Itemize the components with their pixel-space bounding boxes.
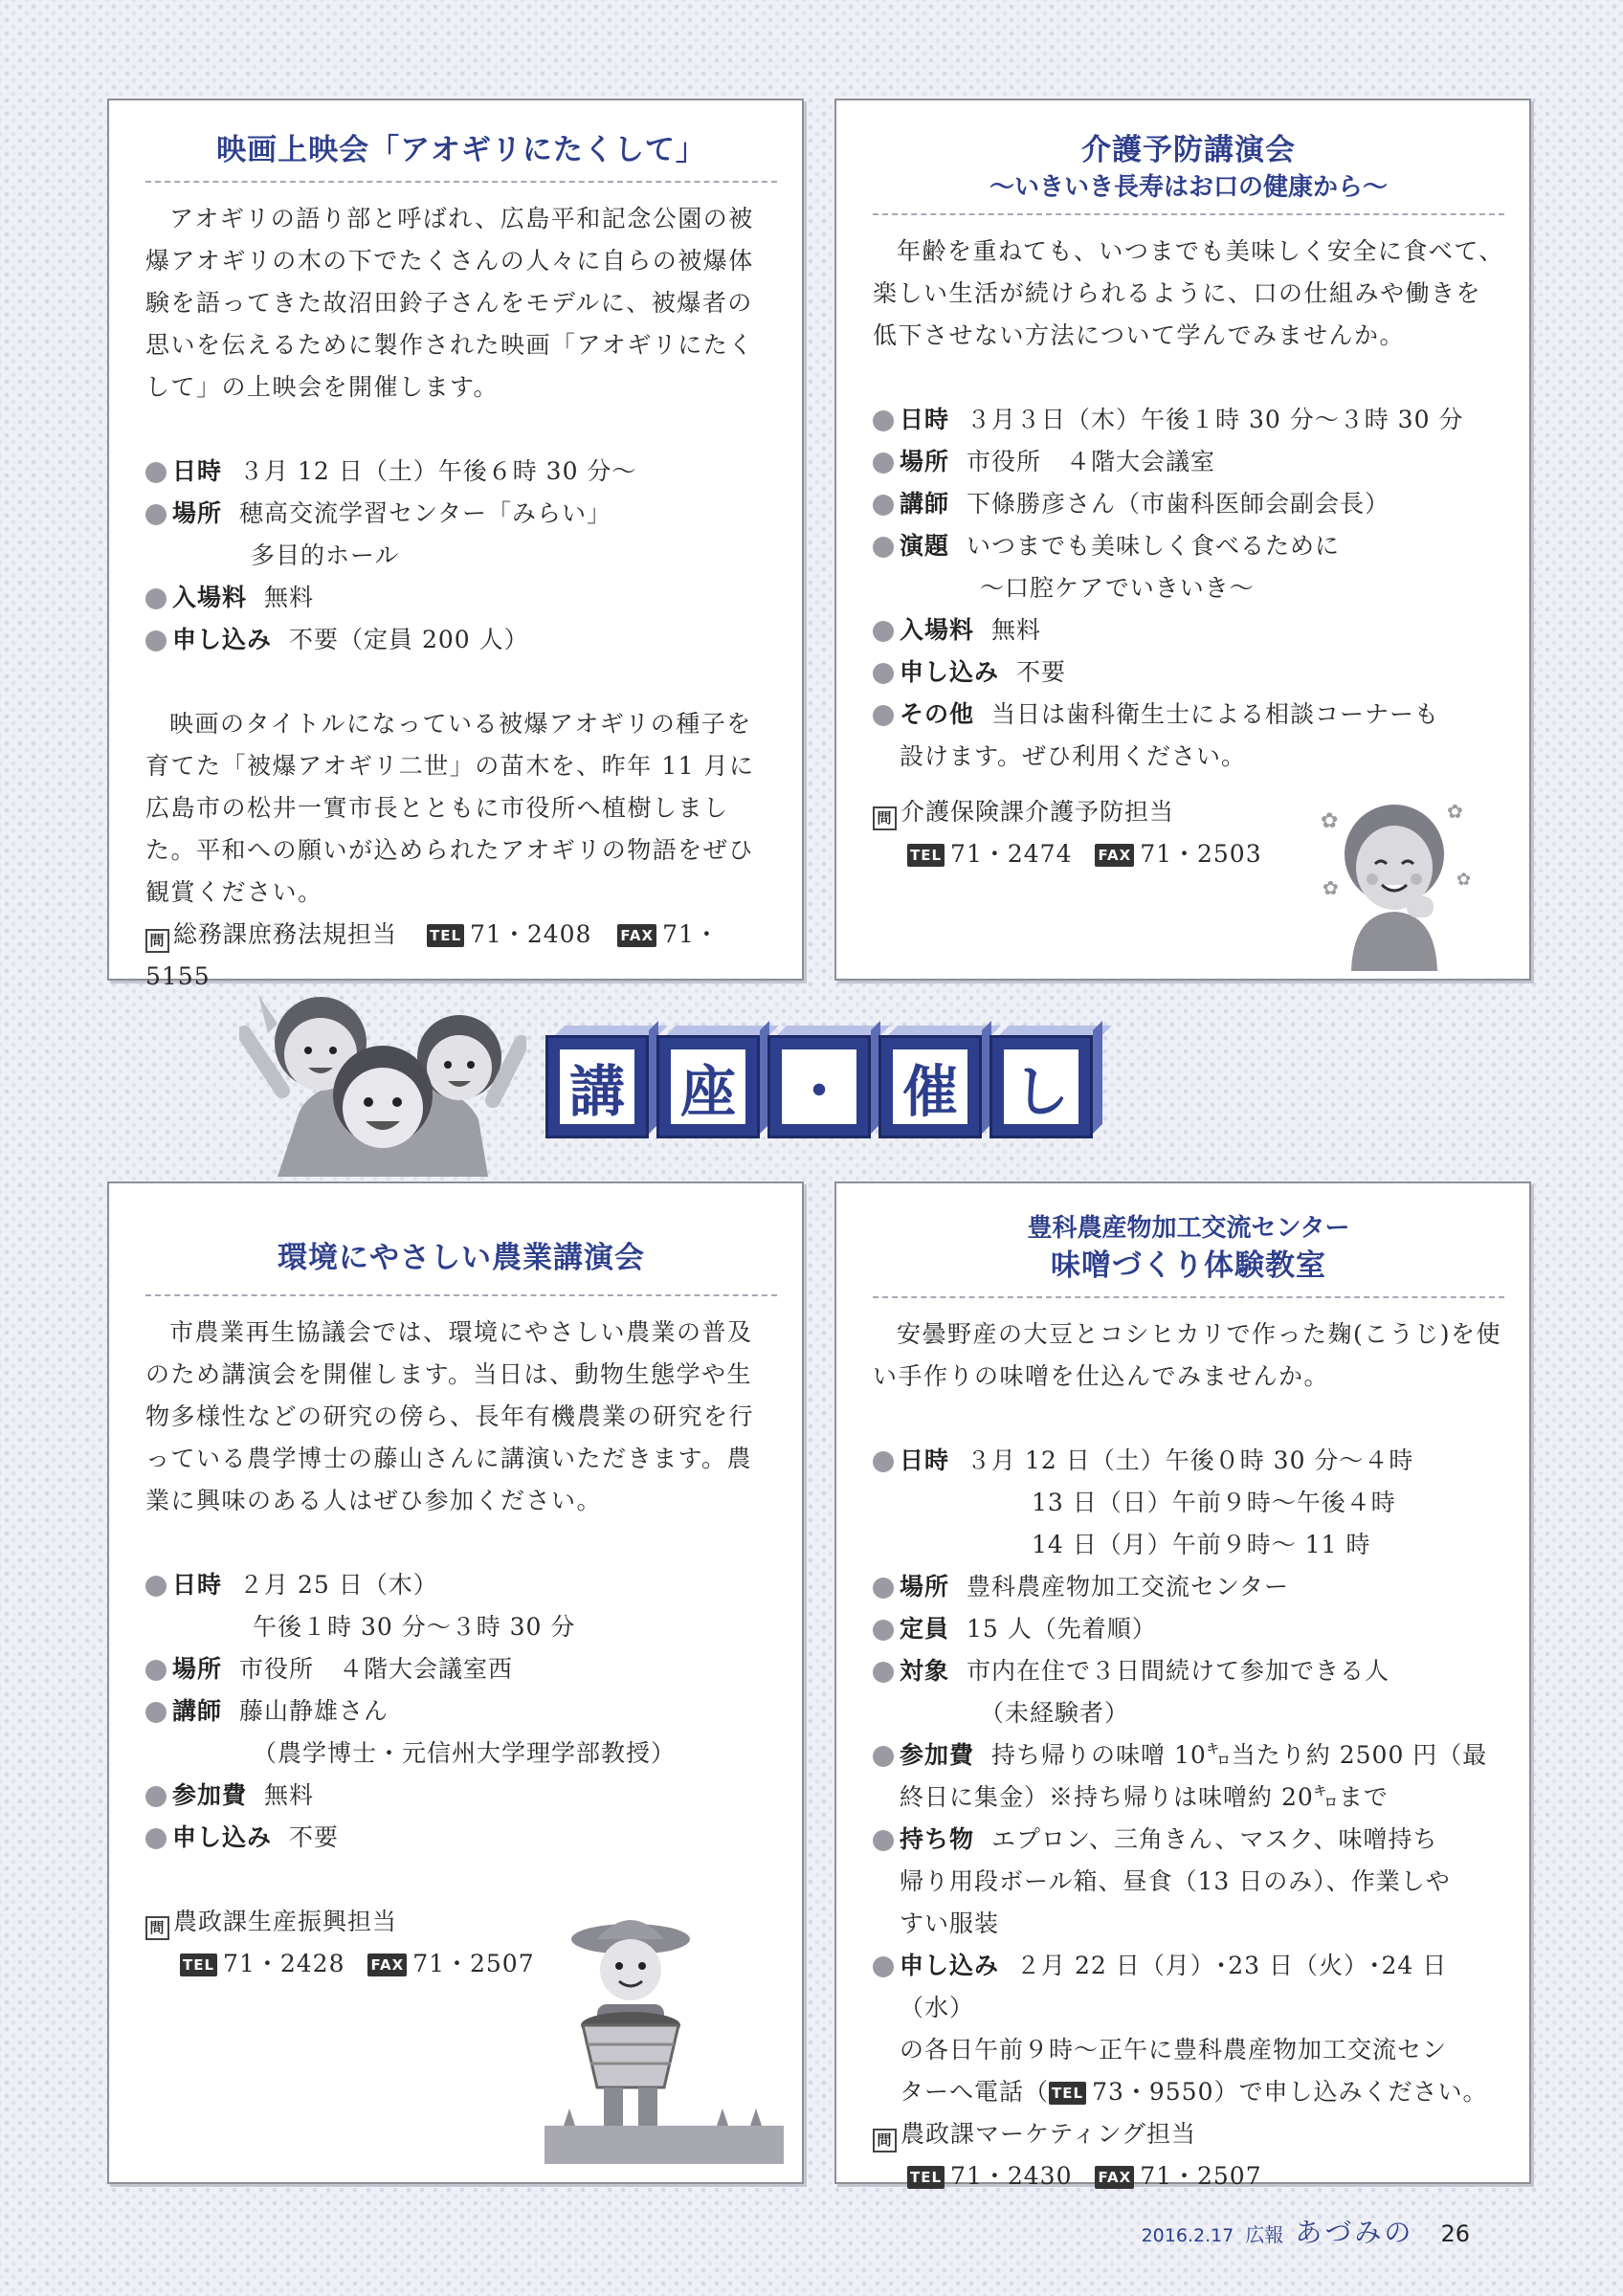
issue-date: 2016.2.17: [1141, 2225, 1234, 2246]
event-box-miso-class: [834, 1181, 1531, 2190]
title-area: [873, 100, 1504, 215]
items-value-cont: 帰り用段ボール箱、昼食（13 日のみ）、作業しや: [900, 1867, 1451, 1895]
event-subtitle: ～いきいき長寿はお口の健康から～: [989, 173, 1388, 202]
intro-text: 年齢を重ねても、いつまでも美味しく安全に食べて、楽しい生活が続けられるように、口の仕組みや働きを低下させない方法について学んでみませんか。: [873, 237, 1504, 349]
contact-block: [873, 2113, 1504, 2197]
banner-tile: [989, 1035, 1093, 1138]
fax-number: 71・2503: [1140, 840, 1262, 868]
svg-text:✿: ✿: [1323, 876, 1339, 899]
info-list: [145, 451, 777, 661]
event-title: 環境にやさしい農業講演会: [278, 1241, 645, 1275]
svg-text:✿: ✿: [1456, 870, 1472, 890]
target-value-cont: （未経験者）: [980, 1699, 1130, 1727]
apply-value: 不要: [289, 1823, 340, 1851]
tel-icon: TEL: [427, 924, 464, 947]
fee-value: 無料: [264, 1781, 315, 1809]
place-value: 市役所 ４階大会議室: [967, 448, 1216, 475]
topic-label: 演題: [900, 532, 950, 560]
apply-value: 不要: [1016, 658, 1067, 686]
fee-label: 入場料: [172, 584, 248, 611]
apply-label: 申し込み: [172, 1823, 273, 1851]
other-value-cont: 設けます。ぜひ利用ください。: [900, 742, 1247, 770]
place-label: 場所: [172, 1655, 223, 1683]
publication-label: 広報: [1245, 2223, 1284, 2246]
banner-tile: [878, 1035, 982, 1138]
apply-value-cont: の各日午前９時～正午に豊科農産物加工交流セン: [900, 2036, 1448, 2064]
inquiry-icon: 問: [145, 1916, 169, 1940]
fee-value: 持ち帰りの味噌 10㌔当たり約 2500 円（最: [991, 1741, 1488, 1769]
date-value: ３月 12 日（土）午後０時 30 分～４時: [967, 1446, 1414, 1474]
fax-icon: FAX: [1095, 2166, 1134, 2189]
info-apply: [873, 1945, 1504, 2029]
tel-number: 71・2428: [223, 1950, 345, 1977]
info-place: [873, 1566, 1504, 1608]
items-value: エプロン、三角きん、マスク、味噌持ち: [991, 1825, 1438, 1853]
tel-number: 71・2474: [950, 840, 1073, 868]
fax-icon: FAX: [617, 924, 656, 947]
banner-char: 講: [560, 1049, 634, 1124]
capacity-value: 15 人（先着順）: [967, 1615, 1157, 1643]
other-label: その他: [900, 700, 975, 728]
tel-icon: TEL: [907, 2166, 945, 2189]
tel-icon: TEL: [180, 1954, 217, 1976]
date-value-cont: 14 日（月）午前９時～ 11 時: [1032, 1531, 1371, 1558]
info-place: [145, 493, 777, 535]
event-box-movie: [107, 99, 804, 990]
info-items: [873, 1819, 1504, 1861]
fee-value: 無料: [991, 616, 1042, 644]
date-value: ３月 12 日（土）午後６時 30 分～: [239, 457, 637, 485]
date-label: 日時: [172, 457, 223, 485]
tel-number: 71・2430: [950, 2162, 1073, 2190]
info-lecturer: [145, 1690, 777, 1733]
banner-char: ・: [782, 1049, 856, 1124]
intro-text: 安曇野産の大豆とコシヒカリで作った麹(こうじ)を使い手作りの味噌を仕込んでみませんか。: [873, 1320, 1502, 1390]
info-list: [873, 399, 1504, 778]
place-value-cont: 多目的ホール: [251, 541, 400, 569]
fee-label: 参加費: [900, 1741, 975, 1769]
target-label: 対象: [900, 1657, 950, 1685]
intro-text: 市農業再生協議会では、環境にやさしい農業の普及のため講演会を開催します。当日は、動物生態学や生物多様性などの研究の傍ら、長年有機農業の研究を行っている農学博士の藤山さんに講演いただきます。農業に興味のある人はぜひ参加ください。: [145, 1318, 755, 1514]
capacity-label: 定員: [900, 1615, 950, 1643]
info-fee: [873, 609, 1504, 651]
info-date: [873, 1440, 1504, 1482]
title-area: [145, 100, 777, 183]
date-label: 日時: [900, 1446, 950, 1474]
info-place: [145, 1648, 777, 1690]
banner-char: 催: [893, 1049, 967, 1124]
apply-tel-number: 73・9550: [1092, 2078, 1214, 2106]
event-box-care-lecture: [834, 99, 1531, 981]
extra-text: 映画のタイトルになっている被爆アオギリの種子を育てた「被爆アオギリ二世」の苗木を、昨年 11 月に広島市の松井一實市長とともに市役所へ植樹しました。平和への願いが込められたアオギリの物語をぜひ観賞ください。: [145, 710, 755, 906]
place-label: 場所: [900, 448, 950, 475]
apply-value: ２月 22 日（月）･23 日（火）･24 日（水）: [900, 1952, 1448, 2021]
place-label: 場所: [900, 1573, 950, 1601]
topic-value-cont: ～口腔ケアでいきいき～: [980, 574, 1255, 602]
place-value: 穂高交流学習センター「みらい」: [239, 499, 612, 527]
lecturer-label: 講師: [172, 1697, 223, 1725]
info-place: [873, 441, 1504, 483]
fee-value-cont: 終日に集金）※持ち帰りは味噌約 20㌔まで: [900, 1783, 1389, 1811]
date-value: ３月３日（木）午後１時 30 分～３時 30 分: [967, 406, 1464, 433]
apply-value: 不要（定員 200 人）: [289, 626, 529, 653]
page-number: 26: [1440, 2220, 1470, 2247]
items-value-cont: すい服装: [900, 1910, 1000, 1937]
info-fee: [145, 1775, 777, 1817]
tel-number: 71・2408: [470, 920, 592, 948]
info-date: [873, 399, 1504, 441]
title-area: [873, 1183, 1504, 1298]
info-fee: [873, 1734, 1504, 1777]
info-apply: [873, 651, 1504, 694]
tel-icon: TEL: [907, 844, 945, 867]
info-list: [873, 1440, 1504, 2113]
info-date: [145, 1564, 777, 1606]
farmer-with-vegetables-illustration: [545, 1910, 784, 2169]
info-capacity: [873, 1608, 1504, 1650]
topic-value: いつまでも美味しく食べるために: [967, 532, 1341, 560]
apply-label: 申し込み: [900, 1952, 1000, 1979]
apply-label: 申し込み: [900, 658, 1000, 686]
apply-label: 申し込み: [172, 626, 273, 653]
event-title: 映画上映会「アオギリにたくして」: [216, 133, 706, 167]
info-lecturer: [873, 483, 1504, 525]
smiling-elderly-woman-illustration: [1313, 789, 1476, 971]
date-value-cont: 13 日（日）午前９時～午後４時: [1032, 1489, 1396, 1516]
apply-text: ターへ電話（: [900, 2078, 1050, 2106]
place-label: 場所: [172, 499, 223, 527]
date-value: ２月 25 日（木）: [239, 1571, 438, 1599]
contact-dept: 介護保険課介護予防担当: [900, 798, 1175, 826]
info-topic: [873, 525, 1504, 567]
apply-text: ）で申し込みください。: [1213, 2078, 1488, 2106]
other-value: 当日は歯科衛生士による相談コーナーも: [991, 700, 1440, 728]
title-area: [145, 1183, 777, 1296]
children-illustration: [239, 976, 526, 1177]
lecturer-value: 下條勝彦さん（市歯科医師会副会長）: [967, 490, 1390, 518]
inquiry-icon: 問: [873, 806, 897, 830]
info-fee: [145, 577, 777, 619]
place-value: 市役所 ４階大会議室西: [239, 1655, 514, 1683]
lecturer-value-cont: （農学博士・元信州大学理学部教授）: [253, 1739, 677, 1767]
fee-label: 入場料: [900, 616, 975, 644]
fee-value: 無料: [264, 584, 315, 611]
publication-name: あづみの: [1295, 2217, 1414, 2248]
apply-value-cont: [873, 2071, 1504, 2113]
place-value: 豊科農産物加工交流センター: [967, 1573, 1290, 1601]
fax-number: 71・2507: [412, 1950, 535, 1977]
fax-icon: FAX: [1095, 844, 1134, 867]
tel-icon: TEL: [1049, 2082, 1086, 2105]
fax-icon: FAX: [367, 1954, 407, 1976]
fax-number: 71・5155: [145, 920, 720, 990]
contact-dept: 農政課マーケティング担当: [900, 2120, 1197, 2148]
intro-text: アオギリの語り部と呼ばれ、広島平和記念公園の被爆アオギリの木の下でたくさんの人々に自らの被爆体験を語ってきた故沼田鈴子さんをモデルに、被爆者の思いを伝えるために製作された映画「アオギリにたくして」の上映会を開催します。: [145, 205, 754, 401]
info-apply: [145, 1817, 777, 1859]
page-footer: [1142, 2212, 1470, 2250]
banner-tile: [545, 1035, 649, 1138]
event-title: 介護予防講演会: [1081, 133, 1296, 167]
info-date: [145, 451, 777, 493]
svg-text:✿: ✿: [1321, 809, 1339, 833]
event-title-small: 豊科農産物加工交流センター: [1027, 1214, 1350, 1243]
lecturer-value: 藤山静雄さん: [239, 1697, 389, 1725]
contact-dept: 農政課生産振興担当: [173, 1908, 398, 1935]
info-other: [873, 694, 1504, 736]
info-list: [145, 1564, 777, 1859]
inquiry-icon: 問: [873, 2129, 897, 2152]
info-target: [873, 1650, 1504, 1692]
fee-label: 参加費: [172, 1781, 248, 1809]
target-value: 市内在住で３日間続けて参加できる人: [967, 1657, 1390, 1685]
banner-char: し: [1004, 1049, 1078, 1124]
event-title: 味噌づくり体験教室: [1051, 1248, 1326, 1283]
event-box-agri-lecture: [107, 1181, 804, 2184]
banner-tile: [767, 1035, 871, 1138]
lecturer-label: 講師: [900, 490, 950, 518]
inquiry-icon: 問: [145, 929, 169, 953]
fax-number: 71・2507: [1140, 2162, 1262, 2190]
date-label: 日時: [172, 1571, 223, 1599]
banner-char: 座: [671, 1049, 745, 1124]
contact-dept: 総務課庶務法規担当: [173, 920, 398, 948]
date-value-cont: 午後１時 30 分～３時 30 分: [253, 1613, 576, 1641]
items-label: 持ち物: [900, 1825, 975, 1853]
svg-text:✿: ✿: [1447, 800, 1463, 823]
date-label: 日時: [900, 406, 950, 433]
banner-tile: [656, 1035, 760, 1138]
info-apply: [145, 619, 777, 661]
